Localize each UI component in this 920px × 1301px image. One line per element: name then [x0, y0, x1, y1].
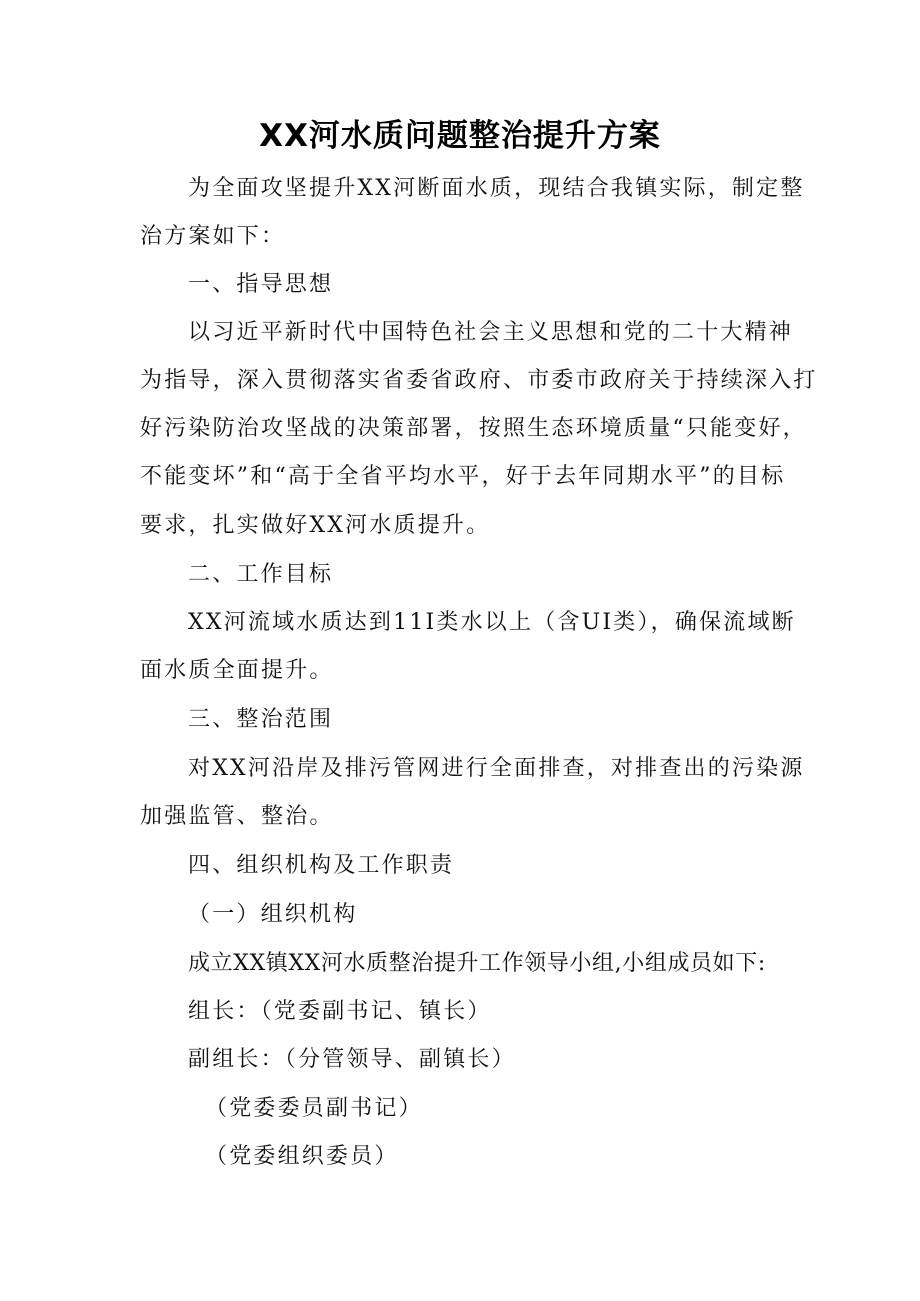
paragraph-line: 加强监管、整治。 — [140, 804, 334, 829]
subsection-heading: （一）组织机构 — [188, 902, 358, 927]
paragraph-line: 以习近平新时代中国特色社会主义思想和党的二十大精神 — [188, 320, 794, 345]
section-heading: 四、组织机构及工作职责 — [188, 853, 455, 878]
paragraph-line: XX河流域水质达到11I类水以上（含UI类），确保流域断 — [188, 610, 796, 635]
paragraph-line: 要求，扎实做好XX河水质提升。 — [140, 513, 491, 538]
paragraph-line: 对XX河沿岸及排污管网进行全面排查，对排查出的污染源 — [188, 756, 805, 781]
section-heading: 二、工作目标 — [188, 562, 334, 587]
paragraph-line: 治方案如下： — [140, 224, 286, 249]
paragraph-line: 为全面攻坚提升XX河断面水质，现结合我镇实际，制定整 — [188, 176, 805, 201]
paragraph-line: 不能变坏”和“高于全省平均水平，好于去年同期水平”的目标 — [140, 464, 786, 489]
section-heading: 一、指导思想 — [188, 272, 334, 297]
member-line: 副组长：（分管领导、副镇长） — [188, 1047, 516, 1072]
paragraph-line: 为指导，深入贯彻落实省委省政府、市委市政府关于持续深入打 — [140, 368, 818, 393]
paragraph-line: 面水质全面提升。 — [140, 658, 334, 683]
paragraph-line: 好污染防治攻坚战的决策部署，按照生态环境质量“只能变好， — [140, 416, 807, 441]
paragraph-line: 成立XX镇XX河水质整治提升工作领导小组,小组成员如下: — [188, 951, 766, 976]
member-line: （党委组织委员） — [205, 1144, 399, 1169]
member-line: 组长：（党委副书记、镇长） — [188, 999, 492, 1024]
section-heading: 三、整治范围 — [188, 707, 334, 732]
member-line: （党委委员副书记） — [205, 1096, 423, 1121]
document-title: XX河水质问题整治提升方案 — [259, 118, 661, 154]
